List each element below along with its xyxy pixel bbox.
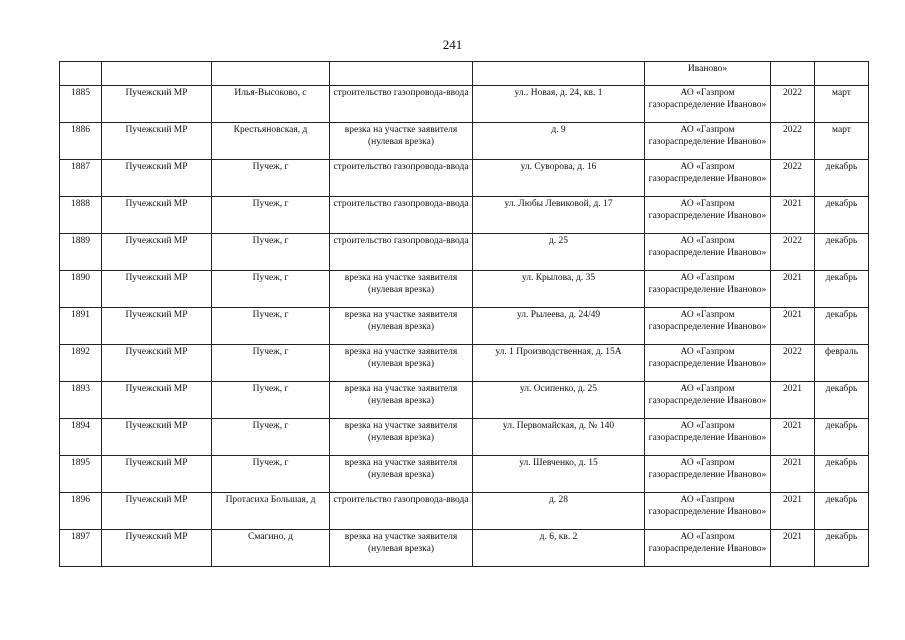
cell-year	[771, 62, 815, 86]
cell-year: 2021	[771, 419, 815, 456]
cell-num: 1889	[60, 234, 102, 271]
table-row	[60, 308, 869, 345]
cell-work: врезка на участке заявителя (нулевая врезка)	[330, 271, 473, 308]
cell-address: д. 28	[473, 493, 645, 530]
cell-settlement	[212, 62, 330, 86]
table-row	[60, 493, 869, 530]
cell-work: врезка на участке заявителя (нулевая врезка)	[330, 456, 473, 493]
table-row	[60, 382, 869, 419]
cell-address: д. 25	[473, 234, 645, 271]
cell-address: ул. Суворова, д. 16	[473, 160, 645, 197]
cell-settlement: Пучеж, г	[212, 160, 330, 197]
cell-district: Пучежский МР	[102, 234, 212, 271]
cell-address: ул. Шевченко, д. 15	[473, 456, 645, 493]
table-row	[60, 197, 869, 234]
cell-num: 1896	[60, 493, 102, 530]
cell-year: 2022	[771, 123, 815, 160]
cell-year: 2021	[771, 382, 815, 419]
cell-address: ул. Первомайская, д. № 140	[473, 419, 645, 456]
cell-district: Пучежский МР	[102, 530, 212, 567]
cell-address: ул. Крылова, д. 35	[473, 271, 645, 308]
cell-year: 2021	[771, 493, 815, 530]
cell-district: Пучежский МР	[102, 308, 212, 345]
cell-settlement: Смагино, д	[212, 530, 330, 567]
cell-org: АО «Газпром газораспределение Иваново»	[645, 308, 771, 345]
cell-settlement: Пучеж, г	[212, 345, 330, 382]
cell-org: АО «Газпром газораспределение Иваново»	[645, 160, 771, 197]
cell-year: 2021	[771, 271, 815, 308]
cell-month: декабрь	[815, 456, 869, 493]
cell-num: 1886	[60, 123, 102, 160]
cell-settlement: Пучеж, г	[212, 234, 330, 271]
cell-address: ул. Рылеева, д. 24/49	[473, 308, 645, 345]
table-row	[60, 419, 869, 456]
cell-num: 1890	[60, 271, 102, 308]
cell-settlement: Крестьяновская, д	[212, 123, 330, 160]
table-body	[60, 86, 869, 567]
cell-settlement: Пучеж, г	[212, 382, 330, 419]
cell-address	[473, 62, 645, 86]
cell-work: строительство газопровода-ввода	[330, 493, 473, 530]
table-row	[60, 456, 869, 493]
cell-year: 2021	[771, 308, 815, 345]
cell-org: Иваново»	[645, 62, 771, 86]
cell-month: декабрь	[815, 419, 869, 456]
cell-work	[330, 62, 473, 86]
cell-year: 2022	[771, 86, 815, 123]
cell-month: декабрь	[815, 493, 869, 530]
cell-month: декабрь	[815, 382, 869, 419]
table-row	[60, 160, 869, 197]
cell-month: декабрь	[815, 197, 869, 234]
cell-month: декабрь	[815, 160, 869, 197]
cell-year: 2021	[771, 197, 815, 234]
cell-district: Пучежский МР	[102, 345, 212, 382]
cell-num: 1893	[60, 382, 102, 419]
cell-org: АО «Газпром газораспределение Иваново»	[645, 86, 771, 123]
cell-work: врезка на участке заявителя (нулевая врезка)	[330, 530, 473, 567]
cell-district	[102, 62, 212, 86]
cell-org: АО «Газпром газораспределение Иваново»	[645, 234, 771, 271]
cell-address: д. 6, кв. 2	[473, 530, 645, 567]
page-number: 241	[442, 37, 463, 52]
table-row	[60, 345, 869, 382]
cell-settlement: Пучеж, г	[212, 419, 330, 456]
gasification-table	[59, 61, 869, 567]
cell-district: Пучежский МР	[102, 160, 212, 197]
cell-year: 2022	[771, 234, 815, 271]
cell-org: АО «Газпром газораспределение Иваново»	[645, 530, 771, 567]
cell-num: 1888	[60, 197, 102, 234]
cell-district: Пучежский МР	[102, 123, 212, 160]
cell-num: 1897	[60, 530, 102, 567]
table-row	[60, 271, 869, 308]
cell-org: АО «Газпром газораспределение Иваново»	[645, 382, 771, 419]
cell-org: АО «Газпром газораспределение Иваново»	[645, 456, 771, 493]
cell-year: 2022	[771, 160, 815, 197]
cell-num: 1885	[60, 86, 102, 123]
cell-org: АО «Газпром газораспределение Иваново»	[645, 123, 771, 160]
cell-org: АО «Газпром газораспределение Иваново»	[645, 345, 771, 382]
cell-year: 2022	[771, 345, 815, 382]
cell-district: Пучежский МР	[102, 419, 212, 456]
cell-work: врезка на участке заявителя (нулевая врезка)	[330, 123, 473, 160]
cell-month: декабрь	[815, 234, 869, 271]
table-row	[60, 234, 869, 271]
cell-work: строительство газопровода-ввода	[330, 234, 473, 271]
cell-work: строительство газопровода-ввода	[330, 197, 473, 234]
cell-district: Пучежский МР	[102, 456, 212, 493]
cell-year: 2021	[771, 530, 815, 567]
cell-address: ул. 1 Производственная, д. 15А	[473, 345, 645, 382]
cell-org: АО «Газпром газораспределение Иваново»	[645, 493, 771, 530]
cell-month: декабрь	[815, 271, 869, 308]
cell-settlement: Илья-Высоково, с	[212, 86, 330, 123]
cell-org: АО «Газпром газораспределение Иваново»	[645, 419, 771, 456]
table-row	[60, 123, 869, 160]
cell-address: ул. Любы Левиковой, д. 17	[473, 197, 645, 234]
cell-month: март	[815, 123, 869, 160]
cell-month: декабрь	[815, 308, 869, 345]
cell-settlement: Пучеж, г	[212, 456, 330, 493]
cell-num	[60, 62, 102, 86]
cell-address: ул.. Новая, д. 24, кв. 1	[473, 86, 645, 123]
cell-num: 1892	[60, 345, 102, 382]
cell-month	[815, 62, 869, 86]
cell-num: 1895	[60, 456, 102, 493]
cell-district: Пучежский МР	[102, 382, 212, 419]
cell-district: Пучежский МР	[102, 197, 212, 234]
cell-settlement: Протасиха Большая, д	[212, 493, 330, 530]
cell-work: врезка на участке заявителя (нулевая врезка)	[330, 345, 473, 382]
cell-work: врезка на участке заявителя (нулевая врезка)	[330, 382, 473, 419]
cell-district: Пучежский МР	[102, 493, 212, 530]
cell-org: АО «Газпром газораспределение Иваново»	[645, 197, 771, 234]
cell-settlement: Пучеж, г	[212, 197, 330, 234]
cell-district: Пучежский МР	[102, 86, 212, 123]
cell-work: врезка на участке заявителя (нулевая врезка)	[330, 308, 473, 345]
cell-num: 1894	[60, 419, 102, 456]
table-row	[60, 86, 869, 123]
cell-work: врезка на участке заявителя (нулевая врезка)	[330, 419, 473, 456]
cell-num: 1887	[60, 160, 102, 197]
cell-year: 2021	[771, 456, 815, 493]
continuation-row	[60, 62, 869, 86]
cell-work: строительство газопровода-ввода	[330, 160, 473, 197]
table-row	[60, 530, 869, 567]
cell-settlement: Пучеж, г	[212, 308, 330, 345]
cell-month: декабрь	[815, 530, 869, 567]
cell-address: ул. Осипенко, д. 25	[473, 382, 645, 419]
cell-num: 1891	[60, 308, 102, 345]
cell-org: АО «Газпром газораспределение Иваново»	[645, 271, 771, 308]
cell-month: март	[815, 86, 869, 123]
cell-settlement: Пучеж, г	[212, 271, 330, 308]
cell-month: февраль	[815, 345, 869, 382]
cell-work: строительство газопровода-ввода	[330, 86, 473, 123]
cell-address: д. 9	[473, 123, 645, 160]
cell-district: Пучежский МР	[102, 271, 212, 308]
